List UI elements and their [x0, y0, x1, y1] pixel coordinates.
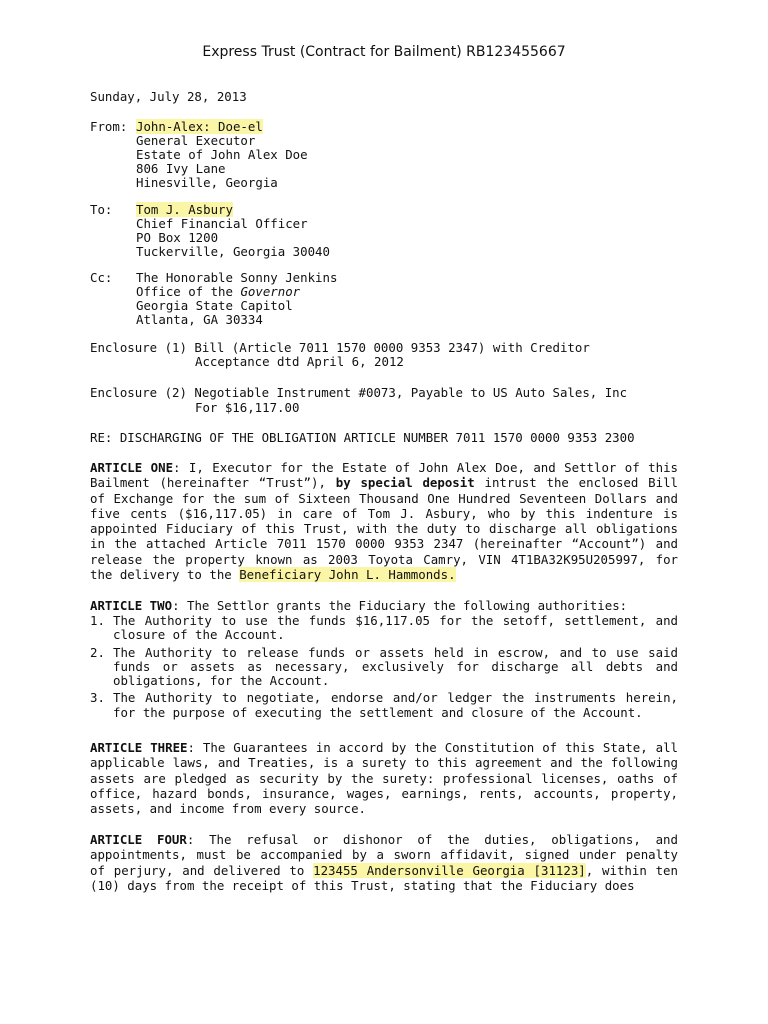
cc-label: Cc:	[90, 270, 113, 285]
article-two-text: : The Settlor grants the Fiduciary the following authorities:	[172, 598, 628, 613]
article-three-text: : The Guarantees in accord by the Constitution of this State, all applicable laws, and Treaties, is a surety to this agreement and the following assets are pledged as security by the surety: professional licenses, oaths of office, hazard bonds, insurance, wages, earnings, rents, accounts, property, assets, and income from every source.	[90, 740, 679, 817]
address-highlight: 123455 Andersonville Georgia [31123]	[313, 862, 586, 878]
list-item-number: 3.	[90, 690, 105, 706]
from-line: 806 Ivy Lane	[136, 161, 226, 176]
from-label: From:	[90, 119, 128, 134]
list-item	[90, 691, 678, 720]
article-four	[90, 832, 678, 893]
enclosure-1-line1: Enclosure (1) Bill (Article 7011 1570 0000 9353 2347) with Creditor	[90, 340, 590, 355]
article-one-text: : I, Executor for the Estate of John Alex Doe, and Settlor of this Bailment (hereinafter “Trust”),	[90, 460, 678, 491]
to-line: PO Box 1200	[136, 230, 219, 245]
article-one	[90, 460, 678, 582]
article-four-text: , within ten (10) days from the receipt of this Trust, stating that the Fiduciary does	[90, 862, 678, 893]
beneficiary-highlight: Beneficiary John L. Hammonds.	[239, 567, 456, 583]
article-two	[90, 598, 678, 613]
article-one-bold: by special deposit	[335, 475, 475, 491]
list-item-number: 2.	[90, 644, 105, 660]
cc-governor: Governor	[240, 284, 301, 299]
cc-line: Georgia State Capitol	[136, 298, 293, 313]
cc-line: Office of the	[136, 284, 241, 299]
to-name: Tom J. Asbury	[136, 202, 233, 217]
list-item-number: 1.	[90, 613, 105, 628]
from-line: Estate of John Alex Doe	[136, 147, 308, 162]
article-one-heading: ARTICLE ONE	[90, 460, 174, 475]
article-one-text: intrust the enclosed Bill of Exchange for the sum of Sixteen Thousand One Hundred Seventeen Dollars and five cents ($16,117.05) in care of Tom J. Asbury, who by this indenture is appointed Fiduciary of this Trust, with the duty to discharge all obligations in the attached Article 7011 1570 0000 9353 2347 (hereinafter “Account”) and release the property known as 2003 Toyota Camry, VIN 4T1BA32K95U205997, for the delivery to the	[90, 475, 678, 583]
to-line: Chief Financial Officer	[136, 216, 308, 231]
enclosure-1-line2: Acceptance dtd April 6, 2012	[195, 354, 404, 369]
from-line: General Executor	[136, 133, 256, 148]
document-title: Express Trust (Contract for Bailment) RB123455667	[202, 44, 566, 60]
article-four-text: : The refusal or dishonor of the duties, obligations, and appointments, must be accompanied by a sworn affidavit, signed under penalty of perjury, and delivered to	[90, 832, 678, 878]
to-line: Tuckerville, Georgia 30040	[136, 244, 330, 259]
list-item	[90, 646, 678, 689]
list-item-text: The Authority to negotiate, endorse and/or ledger the instruments herein, for the purpose of executing the settlement and closure of the Account.	[113, 690, 678, 720]
enclosure-2-line1: Enclosure (2) Negotiable Instrument #0073, Payable to US Auto Sales, Inc	[90, 385, 628, 400]
from-name: John-Alex: Doe-el	[136, 119, 263, 134]
article-two-heading: ARTICLE TWO	[90, 598, 173, 613]
from-line: Hinesville, Georgia	[136, 175, 278, 190]
re-line: RE: DISCHARGING OF THE OBLIGATION ARTICLE NUMBER 7011 1570 0000 9353 2300	[90, 430, 635, 445]
list-item-text: The Authority to use the funds $16,117.05 for the setoff, settlement, and closure of the Account.	[113, 613, 678, 643]
letter-date: Sunday, July 28, 2013	[90, 89, 247, 104]
cc-line: Atlanta, GA 30334	[136, 312, 263, 327]
authorities-list	[90, 614, 678, 720]
enclosure-2-line2: For $16,117.00	[195, 400, 300, 415]
article-four-heading: ARTICLE FOUR	[90, 832, 187, 847]
article-three	[90, 740, 678, 816]
cc-line: The Honorable Sonny Jenkins	[136, 270, 338, 285]
list-item	[90, 614, 678, 643]
list-item-text: The Authority to release funds or assets held in escrow, and to use said funds or assets as necessary, exclusively for discharge all debts and obligations, for the Account.	[113, 644, 678, 689]
to-label: To:	[90, 202, 113, 217]
article-three-heading: ARTICLE THREE	[90, 740, 188, 755]
